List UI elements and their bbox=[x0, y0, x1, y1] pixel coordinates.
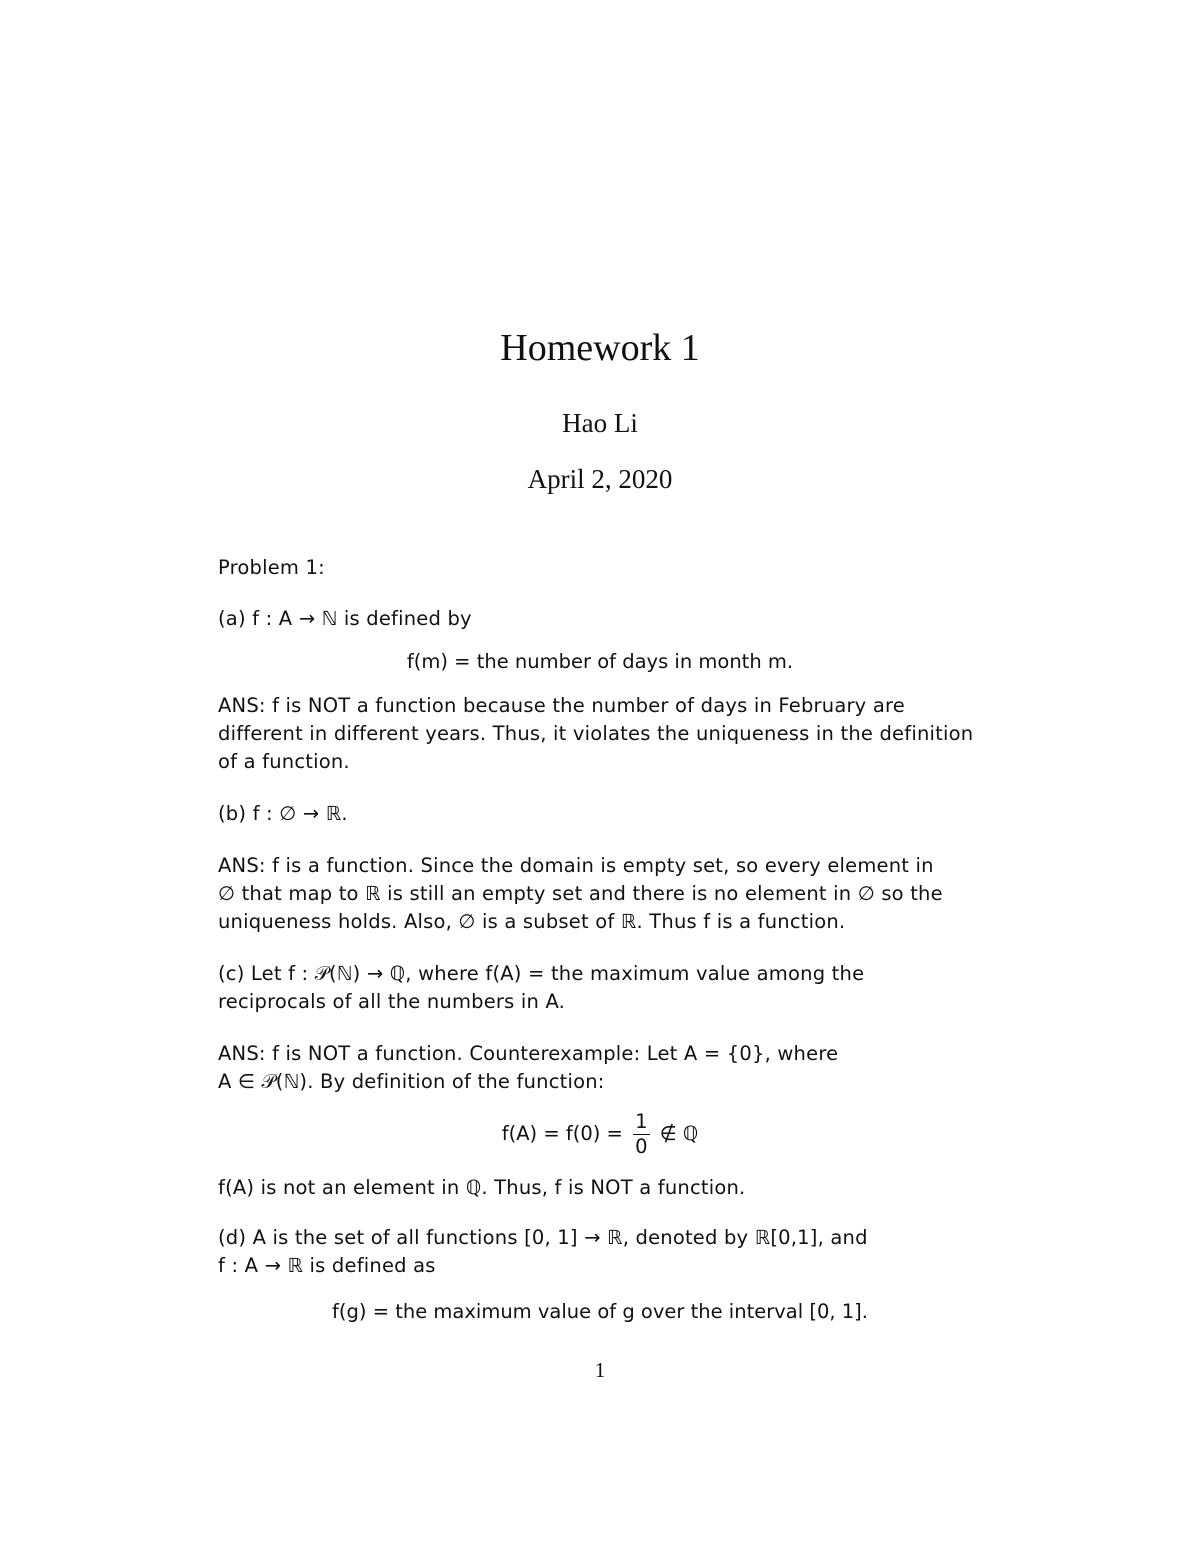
part-b-answer-line: ANS: f is a function. Since the domain is empty set, so every element in bbox=[218, 854, 934, 877]
part-a-answer-line: of a function. bbox=[218, 750, 350, 773]
part-c-answer-line: A ∈ 𝒫(ℕ). By definition of the function: bbox=[218, 1070, 605, 1093]
part-a-answer-line: ANS: f is NOT a function because the number of days in February are bbox=[218, 694, 905, 717]
fraction-numerator: 1 bbox=[635, 1110, 648, 1133]
part-c-answer-line: ANS: f is NOT a function. Counterexample: Let A = {0}, where bbox=[218, 1042, 839, 1065]
fraction-denominator: 0 bbox=[635, 1135, 648, 1158]
part-b-answer-line: uniqueness holds. Also, ∅ is a subset of ℝ. Thus f is a function. bbox=[218, 910, 846, 933]
part-c-display-equation bbox=[0, 1110, 1200, 1159]
part-a-display-equation: f(m) = the number of days in month m. bbox=[406, 650, 794, 673]
part-c-statement-line: (c) Let f : 𝒫(ℕ) → ℚ, where f(A) = the maximum value among the bbox=[218, 962, 865, 985]
fraction bbox=[633, 1110, 649, 1159]
page-number: 1 bbox=[594, 1358, 606, 1382]
problem-heading: Problem 1: bbox=[218, 556, 325, 579]
part-c-statement-line: reciprocals of all the numbers in A. bbox=[218, 990, 566, 1013]
part-b-statement: (b) f : ∅ → ℝ. bbox=[218, 802, 348, 825]
part-a-answer-line: different in different years. Thus, it violates the uniqueness in the definition bbox=[218, 722, 974, 745]
part-d-display-equation: f(g) = the maximum value of g over the interval [0, 1]. bbox=[332, 1300, 868, 1323]
equation-right-side: ∉ ℚ bbox=[659, 1122, 699, 1145]
part-b-answer-line: ∅ that map to ℝ is still an empty set and there is no element in ∅ so the bbox=[218, 882, 943, 905]
author-name: Hao Li bbox=[562, 408, 638, 438]
document-title: Homework 1 bbox=[500, 327, 700, 369]
equation-left-side: f(A) = f(0) = bbox=[501, 1122, 623, 1145]
part-d-statement-line: f : A → ℝ is defined as bbox=[218, 1254, 436, 1277]
part-d-statement-line: (d) A is the set of all functions [0, 1] → ℝ, denoted by ℝ[0,1], and bbox=[218, 1226, 868, 1249]
part-c-conclusion: f(A) is not an element in ℚ. Thus, f is NOT a function. bbox=[218, 1176, 746, 1199]
part-a-statement: (a) f : A → ℕ is defined by bbox=[218, 607, 472, 630]
document-date: April 2, 2020 bbox=[527, 464, 673, 494]
